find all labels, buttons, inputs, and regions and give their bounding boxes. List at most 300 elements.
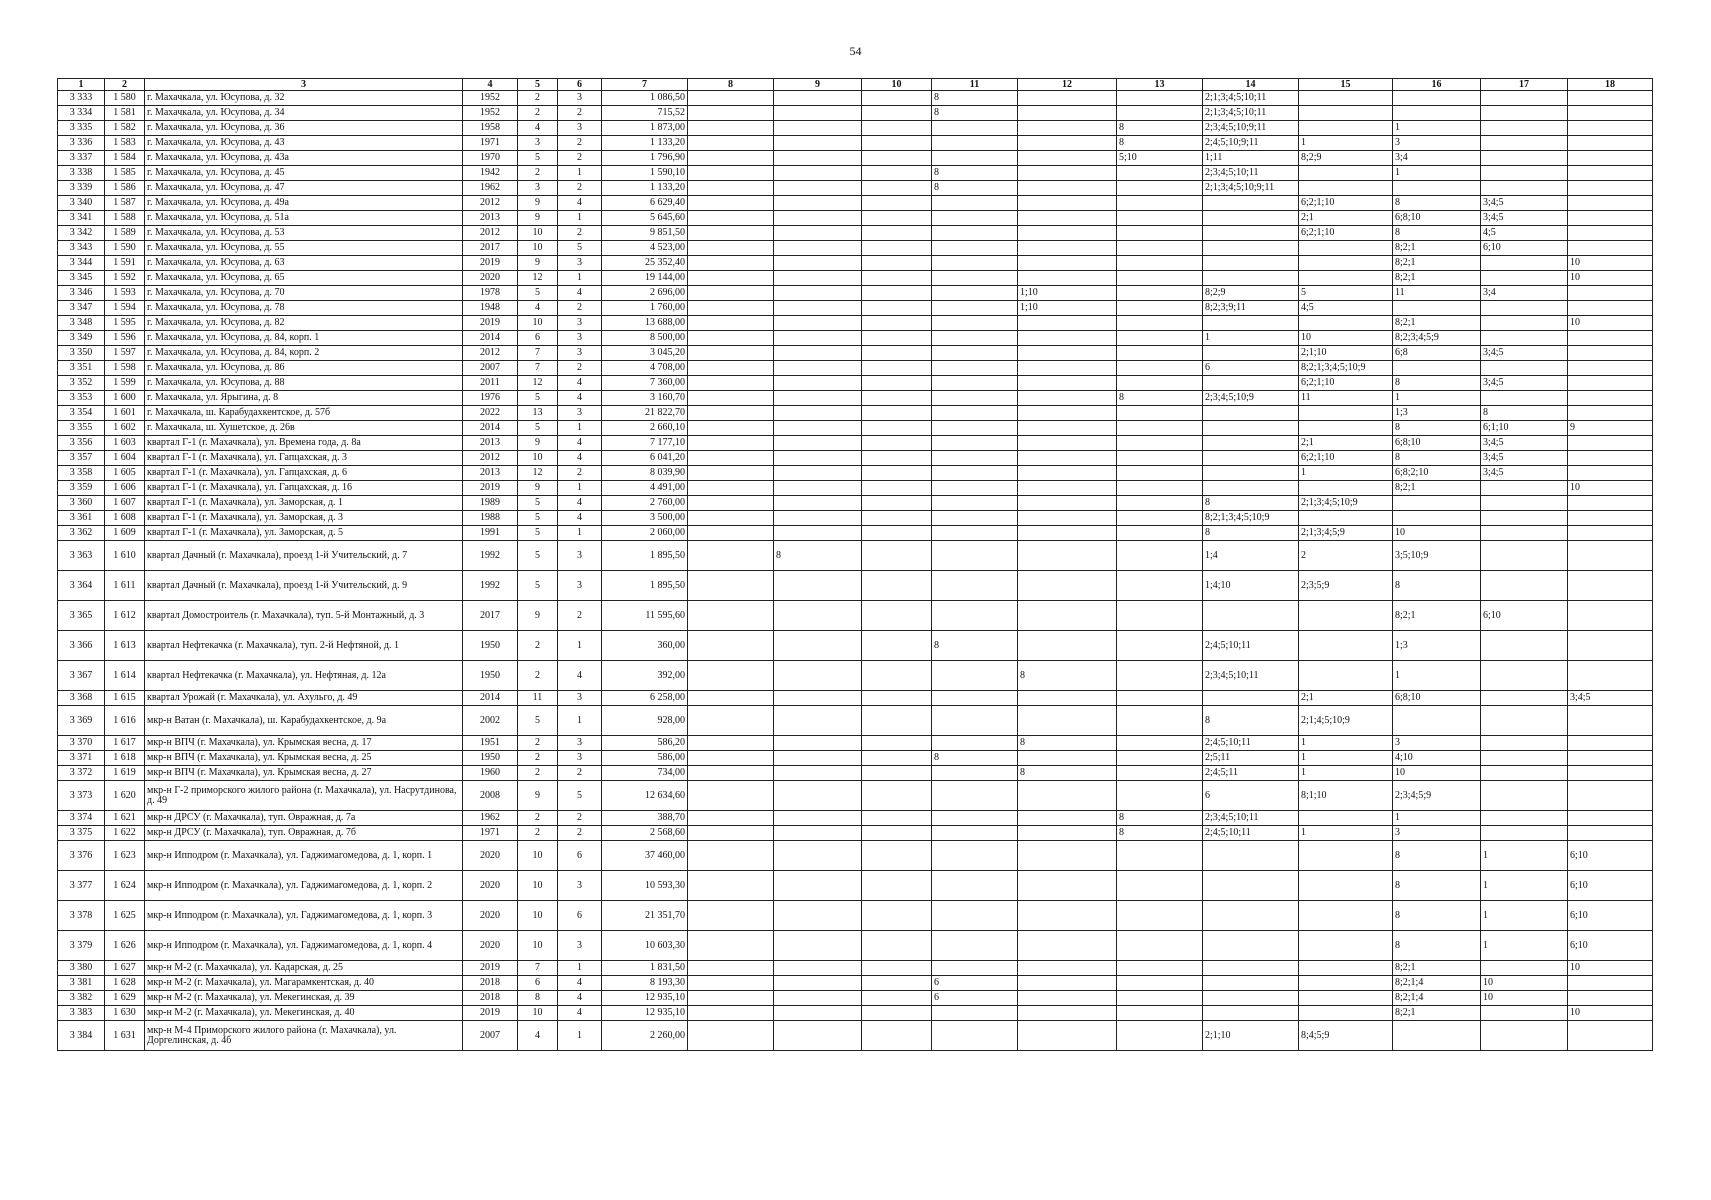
table-cell-col-13 [1117,421,1203,436]
table-cell-col-12 [1018,226,1117,241]
table-cell-col-8 [688,436,774,451]
table-cell-col-7: 4 708,00 [602,361,688,376]
table-row [58,931,1653,961]
table-cell-col-15: 6;2;1;10 [1299,196,1393,211]
table-cell-col-15 [1299,976,1393,991]
table-cell-col-11: 6 [932,991,1018,1006]
table-cell-col-7: 715,52 [602,106,688,121]
table-cell-col-13 [1117,451,1203,466]
table-cell-col-8 [688,466,774,481]
table-cell-col-1: 3 343 [58,241,105,256]
table-cell-col-2: 1 592 [105,271,145,286]
table-cell-col-3: квартал Г-1 (г. Махачкала), ул. Гапцахская, д. 6 [145,466,463,481]
table-cell-col-1: 3 375 [58,826,105,841]
table-cell-col-18: 10 [1568,1006,1653,1021]
table-cell-col-10 [862,871,932,901]
table-cell-col-4: 1988 [463,511,518,526]
table-cell-col-14 [1203,436,1299,451]
table-cell-col-15: 1 [1299,736,1393,751]
table-cell-col-14: 2;4;5;10;11 [1203,826,1299,841]
table-cell-col-7: 2 260,00 [602,1021,688,1051]
table-cell-col-8 [688,496,774,511]
table-cell-col-6: 3 [558,91,602,106]
table-cell-col-4: 2019 [463,256,518,271]
table-cell-col-1: 3 368 [58,691,105,706]
table-row [58,181,1653,196]
table-cell-col-6: 4 [558,436,602,451]
table-cell-col-18 [1568,376,1653,391]
table-cell-col-4: 2013 [463,211,518,226]
table-cell-col-11 [932,781,1018,811]
table-cell-col-4: 1989 [463,496,518,511]
table-cell-col-9 [774,631,862,661]
table-cell-col-5: 6 [518,331,558,346]
table-cell-col-12 [1018,106,1117,121]
table-cell-col-10 [862,166,932,181]
table-cell-col-11 [932,271,1018,286]
table-cell-col-13 [1117,571,1203,601]
table-row [58,226,1653,241]
table-cell-col-15 [1299,601,1393,631]
table-cell-col-14: 2;3;4;5;10;9;11 [1203,121,1299,136]
table-cell-col-12 [1018,691,1117,706]
table-row [58,826,1653,841]
table-cell-col-13 [1117,256,1203,271]
table-cell-col-11 [932,931,1018,961]
table-cell-col-17 [1481,706,1568,736]
table-cell-col-15: 6;2;1;10 [1299,226,1393,241]
table-cell-col-17 [1481,91,1568,106]
table-row [58,151,1653,166]
table-cell-col-4: 1950 [463,661,518,691]
table-cell-col-15: 2;1 [1299,211,1393,226]
table-cell-col-3: мкр-н ВПЧ (г. Махачкала), ул. Крымская весна, д. 25 [145,751,463,766]
table-cell-col-3: квартал Г-1 (г. Махачкала), ул. Времена года, д. 8а [145,436,463,451]
table-cell-col-1: 3 370 [58,736,105,751]
table-cell-col-13 [1117,901,1203,931]
table-cell-col-12 [1018,91,1117,106]
table-cell-col-2: 1 611 [105,571,145,601]
table-cell-col-4: 2022 [463,406,518,421]
table-cell-col-15: 10 [1299,331,1393,346]
table-cell-col-15 [1299,841,1393,871]
table-cell-col-3: мкр-н М-2 (г. Махачкала), ул. Мекегинская, д. 39 [145,991,463,1006]
table-cell-col-16: 1 [1393,811,1481,826]
table-cell-col-16: 1;3 [1393,631,1481,661]
table-cell-col-11 [932,346,1018,361]
table-row [58,751,1653,766]
table-cell-col-17 [1481,1021,1568,1051]
column-header-11: 11 [932,79,1018,91]
table-cell-col-16: 8 [1393,421,1481,436]
table-cell-col-17 [1481,751,1568,766]
table-cell-col-5: 9 [518,196,558,211]
table-cell-col-13 [1117,166,1203,181]
table-cell-col-8 [688,526,774,541]
table-cell-col-3: г. Махачкала, ул. Юсупова, д. 47 [145,181,463,196]
table-cell-col-15 [1299,421,1393,436]
table-cell-col-13 [1117,976,1203,991]
table-cell-col-5: 10 [518,931,558,961]
table-cell-col-2: 1 631 [105,1021,145,1051]
table-cell-col-1: 3 353 [58,391,105,406]
table-row [58,481,1653,496]
table-cell-col-16 [1393,91,1481,106]
table-cell-col-8 [688,781,774,811]
table-cell-col-14 [1203,1006,1299,1021]
table-cell-col-11 [932,256,1018,271]
table-cell-col-1: 3 358 [58,466,105,481]
table-cell-col-7: 21 822,70 [602,406,688,421]
table-cell-col-11 [932,766,1018,781]
table-cell-col-16: 8 [1393,871,1481,901]
table-row [58,691,1653,706]
table-cell-col-14 [1203,871,1299,901]
table-cell-col-15 [1299,241,1393,256]
table-cell-col-5: 9 [518,781,558,811]
table-cell-col-8 [688,871,774,901]
table-cell-col-17: 1 [1481,931,1568,961]
table-cell-col-3: квартал Дачный (г. Махачкала), проезд 1-й Учительский, д. 9 [145,571,463,601]
table-cell-col-14 [1203,256,1299,271]
table-cell-col-16 [1393,1021,1481,1051]
table-cell-col-4: 1992 [463,571,518,601]
table-cell-col-10 [862,571,932,601]
table-cell-col-10 [862,841,932,871]
table-cell-col-15: 2;1 [1299,436,1393,451]
table-cell-col-9 [774,901,862,931]
table-cell-col-12 [1018,211,1117,226]
table-cell-col-14: 2;1;10 [1203,1021,1299,1051]
table-cell-col-13 [1117,241,1203,256]
register-table [57,78,1653,1051]
table-cell-col-7: 392,00 [602,661,688,691]
table-cell-col-9 [774,466,862,481]
table-cell-col-16: 10 [1393,766,1481,781]
table-cell-col-18 [1568,466,1653,481]
table-cell-col-11 [932,541,1018,571]
table-cell-col-7: 8 039,90 [602,466,688,481]
table-cell-col-14: 2;4;5;11 [1203,766,1299,781]
table-cell-col-11: 8 [932,106,1018,121]
table-cell-col-11 [932,826,1018,841]
table-cell-col-2: 1 623 [105,841,145,871]
table-cell-col-4: 2017 [463,601,518,631]
table-cell-col-8 [688,181,774,196]
table-cell-col-14: 1;4;10 [1203,571,1299,601]
table-row [58,346,1653,361]
table-cell-col-9 [774,316,862,331]
table-cell-col-10 [862,1006,932,1021]
table-cell-col-3: г. Махачкала, ул. Юсупова, д. 84, корп. 2 [145,346,463,361]
table-cell-col-3: г. Махачкала, ул. Юсупова, д. 53 [145,226,463,241]
table-cell-col-9 [774,661,862,691]
table-cell-col-12 [1018,571,1117,601]
table-cell-col-5: 11 [518,691,558,706]
table-cell-col-18 [1568,196,1653,211]
table-row [58,1021,1653,1051]
table-cell-col-12 [1018,751,1117,766]
table-cell-col-9 [774,931,862,961]
table-cell-col-17 [1481,1006,1568,1021]
table-cell-col-11 [932,196,1018,211]
table-cell-col-5: 12 [518,466,558,481]
table-cell-col-8 [688,811,774,826]
table-row [58,256,1653,271]
table-cell-col-17 [1481,136,1568,151]
table-cell-col-1: 3 344 [58,256,105,271]
table-row [58,991,1653,1006]
table-cell-col-9 [774,121,862,136]
table-cell-col-15: 1 [1299,826,1393,841]
table-cell-col-16: 8;2;1 [1393,481,1481,496]
table-cell-col-4: 1971 [463,136,518,151]
table-cell-col-17 [1481,256,1568,271]
table-cell-col-18 [1568,301,1653,316]
table-cell-col-12 [1018,136,1117,151]
column-header-14: 14 [1203,79,1299,91]
table-cell-col-6: 2 [558,466,602,481]
table-row [58,976,1653,991]
table-cell-col-2: 1 618 [105,751,145,766]
table-cell-col-11: 8 [932,181,1018,196]
table-cell-col-8 [688,451,774,466]
table-cell-col-11 [932,511,1018,526]
table-cell-col-6: 4 [558,976,602,991]
table-cell-col-17: 10 [1481,976,1568,991]
table-cell-col-13 [1117,496,1203,511]
table-cell-col-9 [774,961,862,976]
table-cell-col-9 [774,241,862,256]
table-cell-col-2: 1 613 [105,631,145,661]
table-cell-col-4: 1978 [463,286,518,301]
table-cell-col-10 [862,751,932,766]
table-row [58,391,1653,406]
table-cell-col-3: квартал Урожай (г. Махачкала), ул. Ахульго, д. 49 [145,691,463,706]
table-cell-col-3: г. Махачкала, ул. Юсупова, д. 63 [145,256,463,271]
table-cell-col-11 [932,1006,1018,1021]
table-cell-col-1: 3 384 [58,1021,105,1051]
table-row [58,901,1653,931]
table-cell-col-3: квартал Дачный (г. Махачкала), проезд 1-й Учительский, д. 7 [145,541,463,571]
table-cell-col-4: 1950 [463,751,518,766]
table-cell-col-1: 3 376 [58,841,105,871]
table-cell-col-7: 1 831,50 [602,961,688,976]
table-cell-col-5: 5 [518,286,558,301]
table-cell-col-2: 1 606 [105,481,145,496]
table-cell-col-12 [1018,601,1117,631]
table-cell-col-6: 3 [558,346,602,361]
table-cell-col-16: 6;8;10 [1393,691,1481,706]
table-cell-col-9 [774,211,862,226]
table-cell-col-17 [1481,811,1568,826]
table-cell-col-3: г. Махачкала, ул. Юсупова, д. 34 [145,106,463,121]
table-cell-col-9 [774,181,862,196]
column-header-row [58,79,1653,91]
table-cell-col-6: 6 [558,901,602,931]
table-cell-col-14: 2;3;4;5;10;11 [1203,811,1299,826]
table-cell-col-12: 1;10 [1018,286,1117,301]
table-cell-col-3: квартал Нефтекачка (г. Махачкала), ул. Нефтяная, д. 12а [145,661,463,691]
table-cell-col-14 [1203,691,1299,706]
table-cell-col-17 [1481,331,1568,346]
table-cell-col-16: 6;8;2;10 [1393,466,1481,481]
table-cell-col-5: 2 [518,826,558,841]
table-cell-col-6: 3 [558,406,602,421]
table-cell-col-15: 6;2;1;10 [1299,451,1393,466]
table-cell-col-14 [1203,601,1299,631]
table-row [58,271,1653,286]
table-cell-col-3: г. Махачкала, ш. Карабудахкентское, д. 57б [145,406,463,421]
table-cell-col-7: 3 500,00 [602,511,688,526]
table-row [58,496,1653,511]
table-cell-col-12 [1018,151,1117,166]
table-cell-col-10 [862,106,932,121]
table-cell-col-10 [862,481,932,496]
table-cell-col-12 [1018,481,1117,496]
table-cell-col-7: 4 491,00 [602,481,688,496]
table-cell-col-1: 3 350 [58,346,105,361]
table-cell-col-16 [1393,361,1481,376]
table-cell-col-9 [774,271,862,286]
table-cell-col-3: г. Махачкала, ул. Юсупова, д. 86 [145,361,463,376]
table-cell-col-11 [932,301,1018,316]
table-cell-col-3: квартал Г-1 (г. Махачкала), ул. Заморская, д. 5 [145,526,463,541]
table-cell-col-4: 1948 [463,301,518,316]
table-cell-col-10 [862,901,932,931]
table-cell-col-10 [862,511,932,526]
table-cell-col-16: 8 [1393,376,1481,391]
table-cell-col-7: 21 351,70 [602,901,688,931]
table-cell-col-6: 3 [558,871,602,901]
table-cell-col-11 [932,361,1018,376]
table-cell-col-3: г. Махачкала, ул. Юсупова, д. 78 [145,301,463,316]
table-cell-col-18 [1568,526,1653,541]
table-cell-col-2: 1 629 [105,991,145,1006]
table-cell-col-18 [1568,211,1653,226]
table-cell-col-2: 1 626 [105,931,145,961]
table-cell-col-15: 6;2;1;10 [1299,376,1393,391]
table-cell-col-2: 1 624 [105,871,145,901]
table-cell-col-6: 4 [558,451,602,466]
table-cell-col-18 [1568,541,1653,571]
table-cell-col-17 [1481,631,1568,661]
table-cell-col-3: г. Махачкала, ул. Юсупова, д. 32 [145,91,463,106]
table-cell-col-15: 2;1;10 [1299,346,1393,361]
table-cell-col-12 [1018,376,1117,391]
table-cell-col-1: 3 345 [58,271,105,286]
table-cell-col-15 [1299,481,1393,496]
table-cell-col-14: 8;2;1;3;4;5;10;9 [1203,511,1299,526]
table-cell-col-18 [1568,226,1653,241]
table-cell-col-17: 3;4;5 [1481,451,1568,466]
table-cell-col-6: 1 [558,961,602,976]
table-cell-col-11 [932,601,1018,631]
table-cell-col-8 [688,136,774,151]
table-cell-col-13 [1117,376,1203,391]
table-cell-col-16: 8 [1393,196,1481,211]
table-cell-col-1: 3 366 [58,631,105,661]
table-cell-col-11 [932,661,1018,691]
table-cell-col-14 [1203,376,1299,391]
table-cell-col-8 [688,736,774,751]
table-cell-col-4: 1952 [463,106,518,121]
table-cell-col-18 [1568,976,1653,991]
table-cell-col-2: 1 599 [105,376,145,391]
table-cell-col-15: 2;3;5;9 [1299,571,1393,601]
table-cell-col-11 [932,226,1018,241]
table-cell-col-4: 2011 [463,376,518,391]
table-cell-col-17 [1481,166,1568,181]
table-cell-col-9 [774,91,862,106]
table-cell-col-16: 8;2;1;4 [1393,991,1481,1006]
table-row [58,121,1653,136]
table-cell-col-10 [862,991,932,1006]
table-cell-col-5: 2 [518,751,558,766]
table-cell-col-4: 2012 [463,196,518,211]
table-cell-col-2: 1 603 [105,436,145,451]
table-cell-col-9 [774,226,862,241]
table-cell-col-17 [1481,691,1568,706]
table-cell-col-5: 7 [518,361,558,376]
table-cell-col-4: 2018 [463,991,518,1006]
table-cell-col-1: 3 354 [58,406,105,421]
table-cell-col-10 [862,931,932,961]
table-cell-col-6: 3 [558,121,602,136]
table-cell-col-10 [862,706,932,736]
table-cell-col-15 [1299,631,1393,661]
table-cell-col-12 [1018,991,1117,1006]
table-cell-col-15 [1299,316,1393,331]
table-cell-col-16: 3;5;10;9 [1393,541,1481,571]
table-row [58,166,1653,181]
table-cell-col-3: мкр-н Ипподром (г. Махачкала), ул. Гаджимагомедова, д. 1, корп. 4 [145,931,463,961]
table-cell-col-16 [1393,496,1481,511]
table-cell-col-14 [1203,451,1299,466]
table-cell-col-5: 2 [518,166,558,181]
table-cell-col-11 [932,136,1018,151]
table-cell-col-12 [1018,346,1117,361]
table-cell-col-15 [1299,121,1393,136]
table-cell-col-17 [1481,121,1568,136]
table-cell-col-9 [774,1006,862,1021]
table-cell-col-3: квартал Домостроитель (г. Махачкала), туп. 5-й Монтажный, д. 3 [145,601,463,631]
table-cell-col-13 [1117,436,1203,451]
table-cell-col-9 [774,811,862,826]
table-row [58,376,1653,391]
table-cell-col-11: 8 [932,751,1018,766]
table-cell-col-17 [1481,181,1568,196]
table-cell-col-5: 12 [518,376,558,391]
table-cell-col-9 [774,196,862,211]
table-row [58,1006,1653,1021]
table-cell-col-13 [1117,406,1203,421]
table-cell-col-6: 5 [558,781,602,811]
table-cell-col-4: 2012 [463,451,518,466]
table-cell-col-10 [862,961,932,976]
table-cell-col-8 [688,211,774,226]
table-cell-col-7: 7 177,10 [602,436,688,451]
table-cell-col-2: 1 581 [105,106,145,121]
table-cell-col-10 [862,226,932,241]
table-cell-col-12 [1018,331,1117,346]
table-cell-col-17 [1481,316,1568,331]
table-cell-col-5: 5 [518,706,558,736]
table-cell-col-18 [1568,121,1653,136]
table-cell-col-12 [1018,196,1117,211]
table-cell-col-2: 1 587 [105,196,145,211]
table-cell-col-18 [1568,451,1653,466]
